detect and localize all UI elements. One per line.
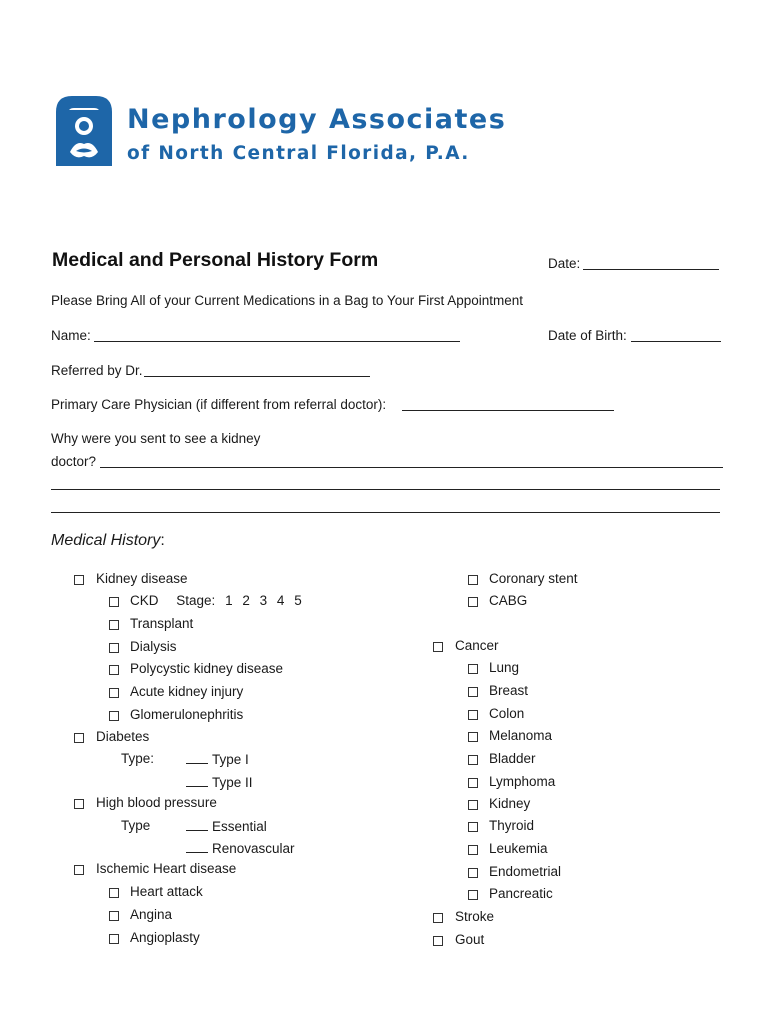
stage-option[interactable]: 5	[294, 593, 302, 608]
dialysis-label: Dialysis	[130, 639, 177, 654]
cancer-lung-label: Lung	[489, 660, 520, 675]
type1-label: Type I	[212, 752, 249, 767]
cancer-lung-checkbox[interactable]	[468, 664, 478, 674]
renovascular-label: Renovascular	[212, 841, 295, 856]
angina-label: Angina	[130, 907, 173, 922]
cancer-kidney-label: Kidney	[489, 796, 531, 811]
why-question-line1: Why were you sent to see a kidney	[51, 431, 261, 446]
why-answer-line-2[interactable]	[51, 489, 720, 490]
dob-label: Date of Birth:	[548, 328, 627, 343]
why-answer-line-1[interactable]	[100, 467, 723, 468]
cancer-thyroid-label: Thyroid	[489, 818, 535, 833]
logo-name-line2: of North Central Florida, P.A.	[127, 143, 470, 164]
stage-option[interactable]: 1	[225, 593, 233, 608]
stage-label: Stage:	[176, 593, 216, 608]
hbp-type-label: Type	[121, 818, 151, 833]
type1-blank[interactable]	[186, 751, 208, 764]
type2-label: Type II	[212, 775, 253, 790]
aki-label: Acute kidney injury	[130, 684, 244, 699]
angioplasty-label: Angioplasty	[130, 930, 200, 945]
cancer-breast-label: Breast	[489, 683, 529, 698]
date-label: Date:	[548, 256, 581, 271]
type2-blank[interactable]	[186, 774, 208, 787]
ckd-row	[130, 593, 302, 608]
medical-history-heading: Medical History:	[51, 532, 165, 549]
dialysis-checkbox[interactable]	[109, 643, 119, 653]
heart-attack-checkbox[interactable]	[109, 888, 119, 898]
referred-label: Referred by Dr.	[51, 363, 143, 378]
cancer-bladder-label: Bladder	[489, 751, 536, 766]
pcp-label: Primary Care Physician (if different from referral doctor):	[51, 397, 387, 412]
glomerulonephritis-checkbox[interactable]	[109, 711, 119, 721]
cancer-thyroid-checkbox[interactable]	[468, 822, 478, 832]
kidney-disease-label: Kidney disease	[96, 571, 188, 586]
aki-checkbox[interactable]	[109, 688, 119, 698]
angioplasty-checkbox[interactable]	[109, 934, 119, 944]
form-title: Medical and Personal History Form	[52, 249, 379, 271]
polycystic-checkbox[interactable]	[109, 665, 119, 675]
coronary-stent-label: Coronary stent	[489, 571, 578, 586]
cancer-melanoma-checkbox[interactable]	[468, 732, 478, 742]
hbp-checkbox[interactable]	[74, 799, 84, 809]
stroke-checkbox[interactable]	[433, 913, 443, 923]
glomerulonephritis-label: Glomerulonephritis	[130, 707, 244, 722]
referred-field[interactable]	[144, 376, 370, 377]
gout-checkbox[interactable]	[433, 936, 443, 946]
why-question-line2: doctor?	[51, 454, 97, 469]
essential-label: Essential	[212, 819, 267, 834]
type2-option[interactable]	[186, 774, 253, 790]
type1-option[interactable]	[186, 751, 249, 767]
cancer-melanoma-label: Melanoma	[489, 728, 553, 743]
stroke-label: Stroke	[455, 909, 495, 924]
diabetes-checkbox[interactable]	[74, 733, 84, 743]
cancer-lymphoma-checkbox[interactable]	[468, 778, 478, 788]
diabetes-label: Diabetes	[96, 729, 150, 744]
stage-option[interactable]: 4	[276, 593, 285, 608]
cabg-label: CABG	[489, 593, 528, 608]
name-field[interactable]	[94, 341, 460, 342]
logo-name-line1: Nephrology Associates	[127, 104, 507, 135]
gout-label: Gout	[455, 932, 485, 947]
stage-option[interactable]: 2	[242, 593, 250, 608]
diabetes-type-label: Type:	[121, 751, 155, 766]
cancer-kidney-checkbox[interactable]	[468, 800, 478, 810]
transplant-checkbox[interactable]	[109, 620, 119, 630]
cancer-pancreatic-label: Pancreatic	[489, 886, 553, 901]
ischemic-label: Ischemic Heart disease	[96, 861, 237, 876]
hbp-label: High blood pressure	[96, 795, 217, 810]
renovascular-blank[interactable]	[186, 840, 208, 853]
transplant-label: Transplant	[130, 616, 194, 631]
cancer-checkbox[interactable]	[433, 642, 443, 652]
dob-field[interactable]	[631, 341, 721, 342]
cabg-checkbox[interactable]	[468, 597, 478, 607]
cancer-endometrial-label: Endometrial	[489, 864, 562, 879]
coronary-stent-checkbox[interactable]	[468, 575, 478, 585]
polycystic-label: Polycystic kidney disease	[130, 661, 284, 676]
essential-option[interactable]	[186, 818, 267, 834]
ckd-checkbox[interactable]	[109, 597, 119, 607]
date-field[interactable]	[583, 269, 719, 270]
cancer-colon-label: Colon	[489, 706, 525, 721]
cancer-breast-checkbox[interactable]	[468, 687, 478, 697]
bring-medications-note: Please Bring All of your Current Medications in a Bag to Your First Appointment	[51, 293, 524, 308]
pcp-field[interactable]	[402, 410, 614, 411]
angina-checkbox[interactable]	[109, 911, 119, 921]
stage-option[interactable]: 3	[259, 593, 268, 608]
heart-attack-label: Heart attack	[130, 884, 203, 899]
cancer-leukemia-checkbox[interactable]	[468, 845, 478, 855]
cancer-label: Cancer	[455, 638, 499, 653]
why-answer-line-3[interactable]	[51, 512, 720, 513]
ckd-label: CKD	[130, 593, 159, 608]
cancer-lymphoma-label: Lymphoma	[489, 774, 556, 789]
renovascular-option[interactable]	[186, 840, 295, 856]
kidney-disease-checkbox[interactable]	[74, 575, 84, 585]
cancer-endometrial-checkbox[interactable]	[468, 868, 478, 878]
essential-blank[interactable]	[186, 818, 208, 831]
ischemic-checkbox[interactable]	[74, 865, 84, 875]
cancer-colon-checkbox[interactable]	[468, 710, 478, 720]
nephrology-logo-icon	[52, 94, 116, 166]
cancer-pancreatic-checkbox[interactable]	[468, 890, 478, 900]
cancer-bladder-checkbox[interactable]	[468, 755, 478, 765]
name-label: Name:	[51, 328, 91, 343]
cancer-leukemia-label: Leukemia	[489, 841, 548, 856]
